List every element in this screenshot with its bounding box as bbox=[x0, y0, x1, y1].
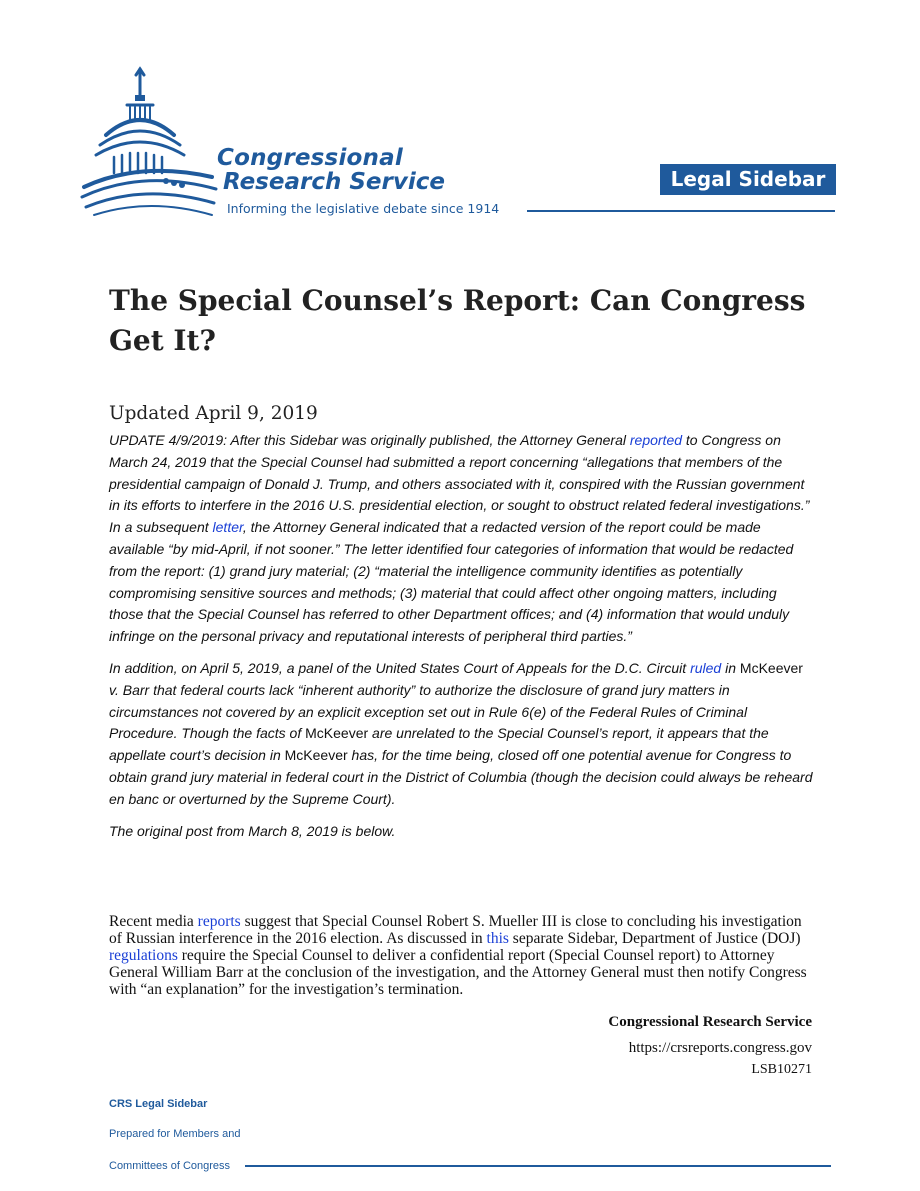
case-name: McKeever bbox=[739, 659, 803, 676]
text-span: v. Barr that federal courts lack “inherent authority” to authorize the disclosure of grand jury matters in circumstances not covered by an explicit exception set out in Rule 6(e) of the Federal Rules of Criminal Procedure. Though the facts of bbox=[109, 681, 748, 742]
this-link[interactable]: this bbox=[486, 929, 509, 947]
body-paragraph bbox=[109, 914, 814, 999]
footer-series-title: CRS Legal Sidebar bbox=[109, 1098, 208, 1110]
footer-url[interactable]: https://crsreports.congress.gov bbox=[628, 1040, 812, 1056]
footer-org-name: Congressional Research Service bbox=[608, 1014, 812, 1030]
footer-source bbox=[608, 1012, 812, 1080]
update-paragraph-1 bbox=[109, 430, 814, 648]
logo-wordmark-line1: Congressional bbox=[217, 145, 403, 171]
update-note bbox=[109, 430, 814, 852]
page-title: The Special Counsel’s Report: Can Congress Get It? bbox=[109, 284, 806, 357]
update-paragraph-2 bbox=[109, 658, 814, 811]
text-span: separate Sidebar, Department of Justice (DOJ) bbox=[508, 929, 801, 947]
text-span: in bbox=[721, 659, 740, 676]
ruled-link[interactable]: ruled bbox=[690, 659, 722, 676]
regulations-link[interactable]: regulations bbox=[109, 946, 178, 964]
header-divider bbox=[527, 210, 835, 212]
reports-link[interactable]: reports bbox=[197, 913, 241, 930]
text-span: UPDATE 4/9/2019: After this Sidebar was originally published, the Attorney General bbox=[109, 432, 630, 448]
legal-sidebar-badge: Legal Sidebar bbox=[660, 164, 836, 195]
footer-divider bbox=[245, 1165, 831, 1167]
text-span: , the Attorney General indicated that a redacted version of the report could be made available “by mid-April, if not sooner.” The letter identified four categories of information that would be redacted from the report: (1) grand jury material; (2) “material the intelligence community identifies as potentially compromising sensitive sources and methods; (3) material that could affect other ongoing matters, including those that the Special Counsel has referred to other Department offices; and (4) information that would unduly infringe on the personal privacy and reputational interests of peripheral third parties.” bbox=[109, 519, 794, 645]
update-paragraph-3: The original post from March 8, 2019 is below. bbox=[109, 822, 396, 839]
text-span: require the Special Counsel to deliver a confidential report (Special Counsel report) to Attorney General William Barr at the conclusion of the investigation, and the Attorney General must then notify Congress with “an explanation” for the investigation’s termination. bbox=[109, 946, 807, 998]
text-span: Recent media bbox=[109, 913, 198, 930]
case-name: McKeever bbox=[305, 725, 369, 742]
text-span: In addition, on April 5, 2019, a panel of the United States Court of Appeals for the D.C. Circuit bbox=[109, 659, 691, 676]
text-span: are unrelated to the Special Counsel’s report, it appears that the appellate court’s decision in bbox=[109, 725, 769, 764]
crs-logo bbox=[80, 65, 550, 225]
capitol-dome-icon bbox=[80, 65, 220, 225]
text-span: to Congress on March 24, 2019 that the Special Counsel had submitted a report concerning “allegations that members of the presidential campaign of Donald J. Trump, and others associated with it, conspired with the Russian government in its efforts to interfere in the 2016 U.S. presidential election, or sought to obstruct related federal investigations.” In a subsequent bbox=[109, 432, 810, 536]
footer-prepared-for: Prepared for Members and bbox=[109, 1128, 241, 1140]
updated-date: Updated April 9, 2019 bbox=[109, 403, 318, 424]
case-name: McKeever bbox=[284, 747, 348, 764]
footer-committees: Committees of Congress bbox=[109, 1160, 231, 1172]
logo-tagline: Informing the legislative debate since 1914 bbox=[227, 201, 500, 216]
letter-link[interactable]: letter bbox=[212, 519, 243, 536]
logo-wordmark-line2: Research Service bbox=[223, 169, 445, 195]
text-span: suggest that Special Counsel Robert S. Mueller III is close to concluding his investigation of Russian interference in the 2016 election. As discussed in bbox=[109, 913, 802, 947]
reported-link[interactable]: reported bbox=[629, 432, 683, 448]
footer-report-id: LSB10271 bbox=[751, 1062, 812, 1077]
text-span: has, for the time being, closed off one potential avenue for Congress to obtain grand jury material in federal court in the District of Columbia (though the decision could always be reheard en banc or overturned by the Supreme Court). bbox=[109, 747, 813, 807]
